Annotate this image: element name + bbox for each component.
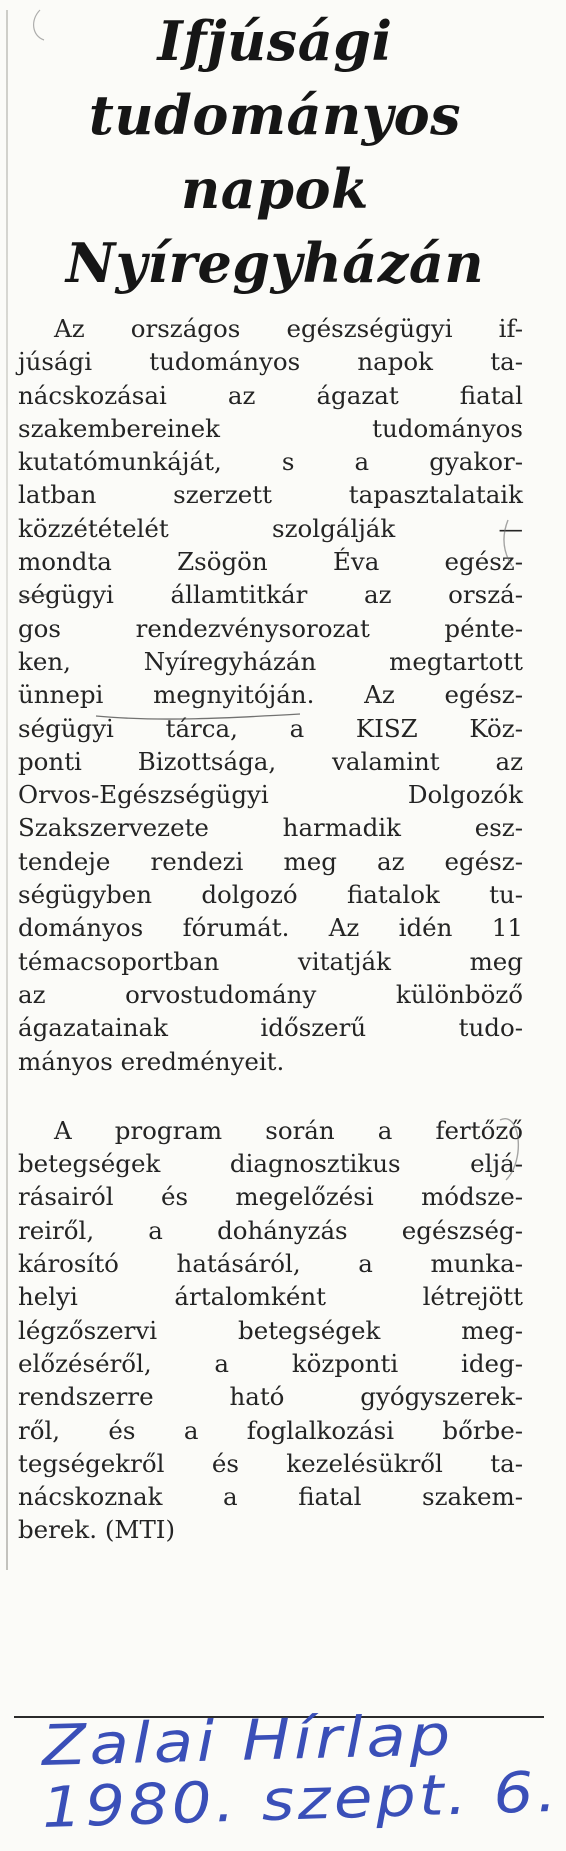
article-line: kutatómunkáját, s a gyakor- xyxy=(18,447,523,477)
article-line: ségügyi tárca, a KISZ Köz- xyxy=(18,713,523,743)
clipping-left-edge xyxy=(6,10,8,1570)
article-line: előzéséről, a központi ideg- xyxy=(18,1348,523,1378)
article-line: berek. (MTI) xyxy=(18,1515,176,1545)
article-line: ponti Bizottsága, valamint az xyxy=(18,746,523,776)
article-headline xyxy=(40,4,510,300)
article-line: mányos eredményeit. xyxy=(18,1046,285,1076)
article-line: helyi ártalomként létrejött xyxy=(18,1282,523,1312)
article-line: mondta Zsögön Éva egész- xyxy=(18,547,523,577)
article-paragraph-1 xyxy=(18,312,523,1078)
article-line: A program során a fertőző xyxy=(54,1115,523,1145)
article-line: ségügyben dolgozó fiatalok tu- xyxy=(18,880,523,910)
handwritten-newspaper-name: Zalai Hírlap xyxy=(41,1703,455,1779)
article-line: Az országos egészségügyi if- xyxy=(54,314,523,343)
article-line: az orvostudomány különböző xyxy=(18,979,523,1009)
headline-line-2: tudományos xyxy=(88,83,462,147)
article-line: ünnepi megnyitóján. Az egész- xyxy=(18,680,523,710)
article-line: betegségek diagnosztikus eljá- xyxy=(18,1149,523,1179)
headline-line-4: Nyíregyházán xyxy=(65,231,485,295)
article-line: nácskozásai az ágazat fiatal xyxy=(18,380,523,410)
article-line: latban szerzett tapasztalataik xyxy=(18,480,523,510)
article-line: tegségekről és kezelésükről ta- xyxy=(18,1448,523,1478)
article-body xyxy=(18,312,523,1547)
headline-line-3: napok xyxy=(181,157,369,221)
article-line: gos rendezvénysorozat pénte- xyxy=(18,613,523,643)
article-line: közzétételét szolgálják — xyxy=(18,513,523,543)
article-line: rendszerre ható gyógyszerek- xyxy=(18,1382,523,1412)
article-line: témacsoportban vitatják meg xyxy=(18,946,523,976)
article-line: ről, és a foglalkozási bőrbe- xyxy=(18,1415,523,1445)
article-line: szakembereinek tudományos xyxy=(18,413,523,443)
article-line: rásairól és megelőzési módsze- xyxy=(18,1182,523,1212)
article-line: dományos fórumát. Az idén 11 xyxy=(18,913,523,943)
article-line: ágazatainak időszerű tudo- xyxy=(18,1013,523,1043)
article-line: légzőszervi betegségek meg- xyxy=(18,1315,523,1345)
article-line: reiről, a dohányzás egészség- xyxy=(18,1215,523,1245)
article-line: nácskoznak a fiatal szakem- xyxy=(18,1482,523,1512)
article-line: Szakszervezete harmadik esz- xyxy=(18,813,523,843)
article-line: ken, Nyíregyházán megtartott xyxy=(18,646,523,676)
article-line: júsági tudományos napok ta- xyxy=(18,347,523,377)
article-line: tendeje rendezi meg az egész- xyxy=(18,846,523,876)
article-line: Orvos-Egészségügyi Dolgozók xyxy=(18,780,523,810)
handwritten-date: 1980. szept. 6. xyxy=(40,1759,561,1841)
handwritten-source-note xyxy=(20,1703,561,1848)
article-line: károsító hatásáról, a munka- xyxy=(18,1249,523,1279)
headline-line-1: Ifjúsági xyxy=(157,9,393,73)
article-paragraph-2 xyxy=(18,1114,523,1547)
article-line: ségügyi államtitkár az orszá- xyxy=(18,580,523,610)
